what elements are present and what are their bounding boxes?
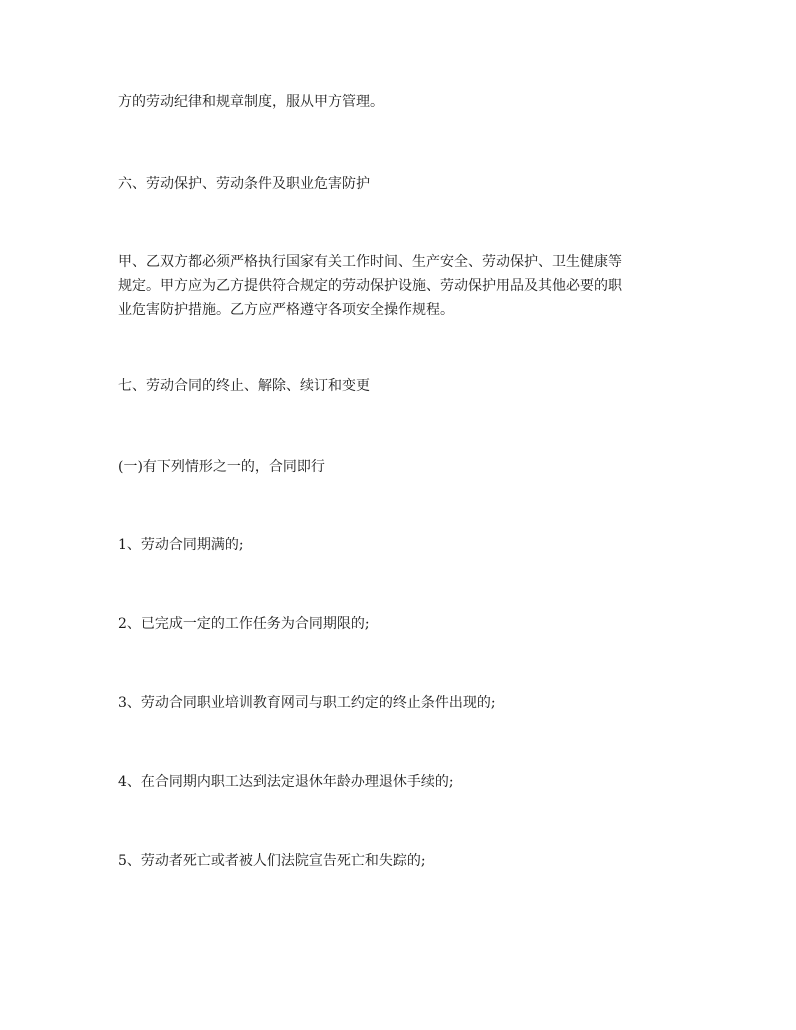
text-line: 六、劳动保护、劳动条件及职业危害防护 bbox=[118, 176, 370, 192]
text-line: (一)有下列情形之一的，合同即行 bbox=[118, 459, 325, 475]
text-line: 七、劳动合同的终止、解除、续订和变更 bbox=[118, 378, 370, 394]
list-item-1 bbox=[118, 533, 688, 557]
clause-termination-conditions bbox=[118, 455, 688, 479]
list-item-2 bbox=[118, 612, 688, 636]
text-line: 4、在合同期内职工达到法定退休年龄办理退休手续的; bbox=[118, 774, 454, 790]
section-heading-contract-termination bbox=[118, 374, 688, 398]
list-item-4 bbox=[118, 770, 688, 794]
list-item-3 bbox=[118, 691, 688, 715]
text-line: 甲、乙双方都必须严格执行国家有关工作时间、生产安全、劳动保护、卫生健康等 bbox=[118, 254, 622, 270]
text-line: 方的劳动纪律和规章制度，服从甲方管理。 bbox=[118, 94, 384, 110]
paragraph-safety-obligations bbox=[118, 250, 688, 322]
text-line: 5、劳动者死亡或者被人们法院宣告死亡和失踪的; bbox=[118, 853, 426, 869]
list-item-5 bbox=[118, 849, 688, 873]
paragraph-labor-discipline bbox=[118, 90, 688, 114]
text-line: 3、劳动合同职业培训教育网司与职工约定的终止条件出现的; bbox=[118, 695, 496, 711]
text-line: 业危害防护措施。乙方应严格遵守各项安全操作规程。 bbox=[118, 302, 454, 318]
section-heading-labor-protection bbox=[118, 172, 688, 196]
text-line: 规定。甲方应为乙方提供符合规定的劳动保护设施、劳动保护用品及其他必要的职 bbox=[118, 278, 622, 294]
text-line: 1、劳动合同期满的; bbox=[118, 537, 244, 553]
text-line: 2、已完成一定的工作任务为合同期限的; bbox=[118, 616, 370, 632]
